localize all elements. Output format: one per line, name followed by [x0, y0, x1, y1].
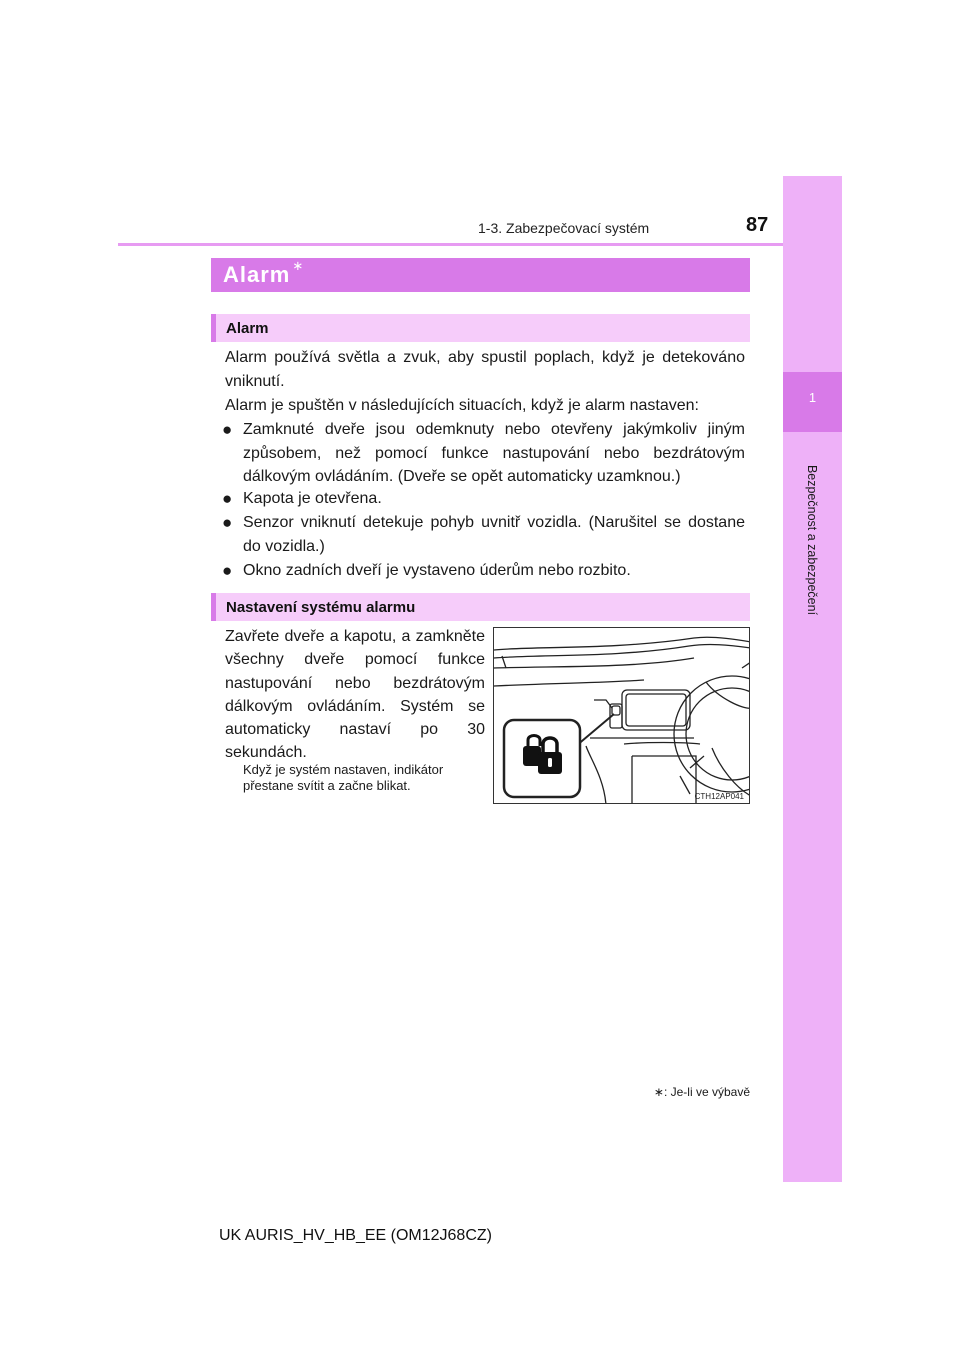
list-item-text: Senzor vniknutí detekuje pohyb uvnitř vozidla. (Narušitel se dostane do vozidla.) [243, 514, 745, 555]
section-heading-setting-text: Nastavení systému alarmu [226, 598, 416, 616]
footnote-text: : Je-li ve výbavě [663, 1085, 750, 1099]
chapter-side-strip [783, 176, 842, 1182]
section-heading-alarm [211, 314, 750, 342]
list-item [222, 511, 745, 558]
bullet-dot: ● [222, 513, 233, 532]
bullet-dot: ● [222, 561, 233, 580]
chapter-tab-number: 1 [808, 390, 817, 405]
main-title: Alarm [223, 262, 291, 287]
header-rule [118, 243, 842, 246]
dashboard-drawing [494, 628, 750, 804]
footer-model-code: UK AURIS_HV_HB_EE (OM12J68CZ) [219, 1227, 492, 1244]
setting-paragraph: Zavřete dveře a kapotu, a zamkněte všechny dveře pomocí funkce nastupování nebo bezdrátovým dálkovým ovládáním. Systém se automaticky nastaví po 30 sekundách. [225, 628, 485, 762]
list-item-text: Okno zadních dveří je vystaveno úderům nebo rozbito. [243, 562, 631, 579]
header-section-title: 1-3. Zabezpečovací systém [478, 220, 650, 236]
chapter-label: Bezpečnost a zabezpečení [805, 464, 819, 616]
section-heading-setting [211, 593, 750, 621]
alarm-intro-paragraph: Alarm používá světla a zvuk, aby spustil poplach, když je detekováno vniknutí. [225, 349, 745, 390]
page-number: 87 [746, 214, 769, 236]
list-item-text: Zamknuté dveře jsou odemknuty nebo otevřeny jakýmkoliv jiným způsobem, než pomocí funkce nastupování nebo bezdrátovým dálkovým ovládáním. (Dveře se opět automaticky uzamknou.) [243, 421, 745, 485]
footnote [640, 1085, 750, 1099]
list-item [222, 418, 745, 489]
dashboard-illustration [493, 627, 750, 804]
bullet-dot: ● [222, 489, 233, 508]
list-item [222, 487, 745, 511]
main-title-bar [211, 258, 750, 292]
figure-code: CTH12AP041 [694, 792, 744, 801]
footnote-mark: ∗ [653, 1085, 664, 1099]
alarm-trigger-intro: Alarm je spuštěn v následujících situacích, když je alarm nastaven: [225, 397, 699, 414]
setting-note: Když je systém nastaven, indikátor přestane svítit a začne blikat. [243, 762, 444, 793]
section-heading-alarm-text: Alarm [226, 319, 269, 337]
optional-equipment-mark: ∗ [292, 258, 304, 273]
list-item-text: Kapota je otevřena. [243, 490, 382, 507]
bullet-dot: ● [222, 420, 233, 439]
list-item [222, 559, 745, 583]
